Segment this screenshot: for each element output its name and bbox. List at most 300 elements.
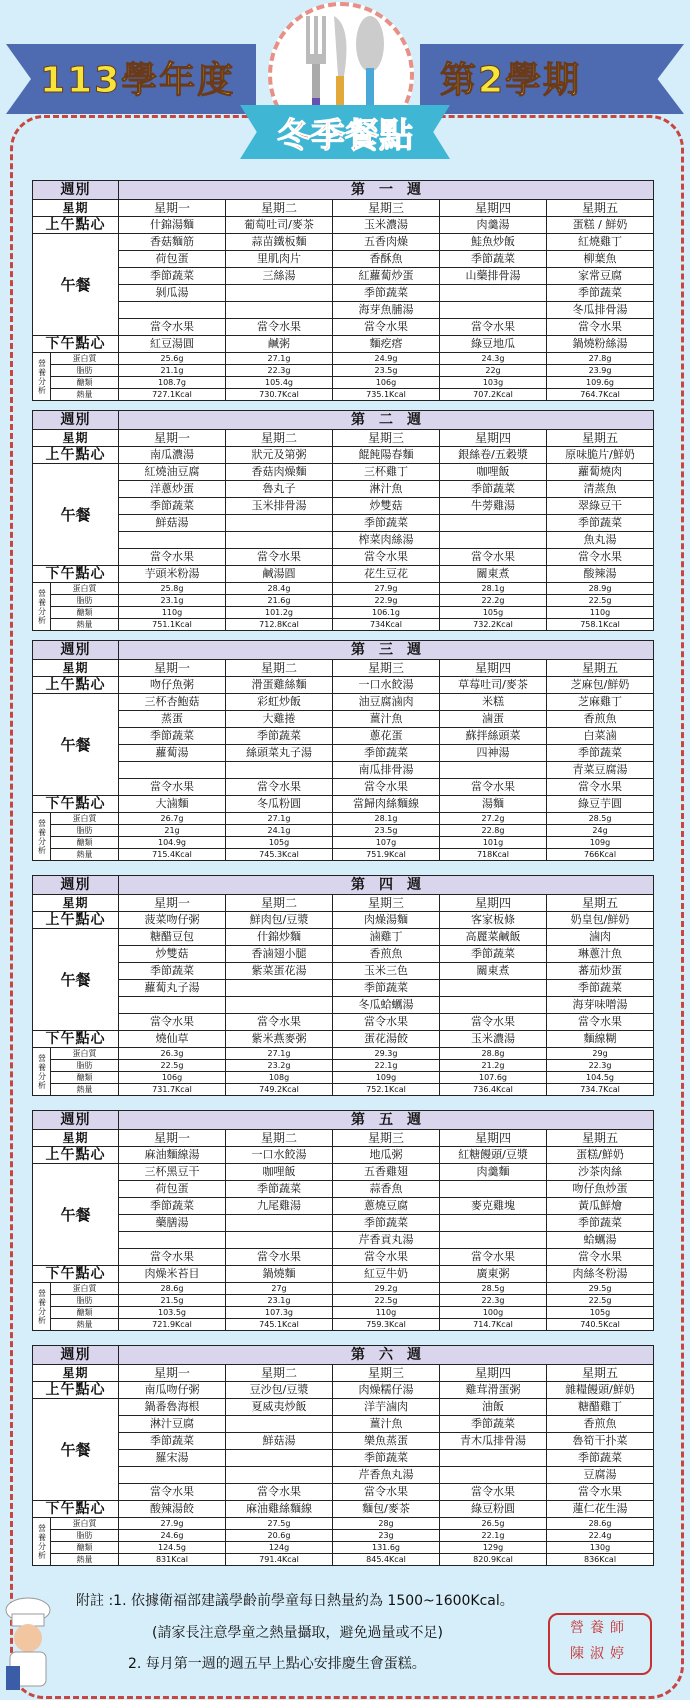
lunch-cell bbox=[226, 980, 333, 997]
afternoon-snack-cell: 肉燥米苔目 bbox=[119, 1266, 226, 1283]
footnote-1b: (請家長注意學童之熱量攝取，避免過量或不足) bbox=[152, 1625, 443, 1641]
nutrient-value: 104.5g bbox=[547, 1072, 654, 1084]
lunch-cell: 三絲湯 bbox=[226, 268, 333, 285]
lunch-cell: 當令水果 bbox=[119, 1249, 226, 1266]
day-header: 星期二 bbox=[226, 1365, 333, 1382]
nutrient-value: 21.5g bbox=[119, 1295, 226, 1307]
nutrient-label: 蛋白質 bbox=[51, 813, 119, 825]
afternoon-snack-cell: 紅豆湯圓 bbox=[119, 336, 226, 353]
lunch-cell bbox=[226, 1232, 333, 1249]
lunch-cell: 黃瓜鮮燴 bbox=[547, 1198, 654, 1215]
day-header: 星期一 bbox=[119, 895, 226, 912]
nutrient-value: 106g bbox=[119, 1072, 226, 1084]
nutrient-value: 751.9Kcal bbox=[333, 849, 440, 861]
lunch-cell: 三杯杏鮑菇 bbox=[119, 694, 226, 711]
lunch-cell bbox=[226, 1416, 333, 1433]
lunch-cell: 季節蔬菜 bbox=[440, 251, 547, 268]
afternoon-snack-cell: 湯麵 bbox=[440, 796, 547, 813]
nutrient-label: 脂肪 bbox=[51, 1530, 119, 1542]
nutrient-value: 107.3g bbox=[226, 1307, 333, 1319]
lunch-cell: 季節蔬菜 bbox=[333, 1215, 440, 1232]
week-title: 第 三 週 bbox=[119, 641, 654, 660]
nutrient-value: 103g bbox=[440, 377, 547, 389]
morning-snack-cell: 蛋糕 / 鮮奶 bbox=[547, 217, 654, 234]
afternoon-snack-cell: 肉絲冬粉湯 bbox=[547, 1266, 654, 1283]
morning-snack-cell: 銀絲卷/五穀漿 bbox=[440, 447, 547, 464]
lunch-cell: 季節蔬菜 bbox=[547, 515, 654, 532]
lunch-cell: 南瓜排骨湯 bbox=[333, 762, 440, 779]
afternoon-snack-cell: 花生豆花 bbox=[333, 566, 440, 583]
dietitian-stamp bbox=[548, 1613, 652, 1675]
morning-snack-cell: 滑蛋雞絲麵 bbox=[226, 677, 333, 694]
nutrient-value: 23.2g bbox=[226, 1060, 333, 1072]
afternoon-snack-cell: 酸辣湯 bbox=[547, 566, 654, 583]
morning-snack-cell: 鮮肉包/豆漿 bbox=[226, 912, 333, 929]
afternoon-snack-cell: 鍋燒粉絲湯 bbox=[547, 336, 654, 353]
day-label: 星期 bbox=[33, 200, 119, 217]
week-label: 週別 bbox=[33, 181, 119, 200]
nutrient-value: 106g bbox=[333, 377, 440, 389]
lunch-cell: 山藥排骨湯 bbox=[440, 268, 547, 285]
nutrient-label: 蛋白質 bbox=[51, 1048, 119, 1060]
day-label: 星期 bbox=[33, 1130, 119, 1147]
nutrient-value: 27.9g bbox=[119, 1518, 226, 1530]
lunch-cell: 當令水果 bbox=[547, 1249, 654, 1266]
day-label: 星期 bbox=[33, 660, 119, 677]
afternoon-snack-label: 下午點心 bbox=[33, 1501, 119, 1518]
lunch-cell: 吻仔魚炒蛋 bbox=[547, 1181, 654, 1198]
nutrient-value: 24.9g bbox=[333, 353, 440, 365]
lunch-cell: 柳葉魚 bbox=[547, 251, 654, 268]
day-header: 星期二 bbox=[226, 200, 333, 217]
lunch-cell: 鮭魚炒飯 bbox=[440, 234, 547, 251]
week-title: 第 五 週 bbox=[119, 1111, 654, 1130]
lunch-cell: 芹香貢丸湯 bbox=[333, 1232, 440, 1249]
lunch-label: 午餐 bbox=[33, 929, 119, 1031]
lunch-cell: 荷包蛋 bbox=[119, 251, 226, 268]
nutrient-label: 熱量 bbox=[51, 1554, 119, 1566]
nutrient-value: 24.1g bbox=[226, 825, 333, 837]
nutrient-value: 23.5g bbox=[333, 825, 440, 837]
nutrient-value: 28.1g bbox=[440, 583, 547, 595]
nutrient-value: 22.3g bbox=[226, 365, 333, 377]
season-banner: 冬季餐點 bbox=[277, 116, 413, 156]
week-label: 週別 bbox=[33, 411, 119, 430]
lunch-cell: 榨菜肉絲湯 bbox=[333, 532, 440, 549]
nutrient-value: 22.5g bbox=[547, 595, 654, 607]
nutrient-value: 29g bbox=[547, 1048, 654, 1060]
nutrient-label: 脂肪 bbox=[51, 595, 119, 607]
nutrient-label: 脂肪 bbox=[51, 1295, 119, 1307]
nutrient-value: 740.5Kcal bbox=[547, 1319, 654, 1331]
nutrient-value: 752.1Kcal bbox=[333, 1084, 440, 1096]
lunch-cell bbox=[440, 1467, 547, 1484]
nutrient-value: 749.2Kcal bbox=[226, 1084, 333, 1096]
afternoon-snack-label: 下午點心 bbox=[33, 1266, 119, 1283]
lunch-cell: 當令水果 bbox=[547, 1484, 654, 1501]
nutrient-value: 734Kcal bbox=[333, 619, 440, 631]
lunch-cell: 紫菜蛋花湯 bbox=[226, 963, 333, 980]
nutrient-value: 22.9g bbox=[333, 595, 440, 607]
lunch-cell: 三杯雞丁 bbox=[333, 464, 440, 481]
morning-snack-cell: 肉羹湯 bbox=[440, 217, 547, 234]
nutrient-value: 110g bbox=[333, 1307, 440, 1319]
morning-snack-label: 上午點心 bbox=[33, 1382, 119, 1399]
morning-snack-label: 上午點心 bbox=[33, 1147, 119, 1164]
lunch-cell bbox=[440, 1232, 547, 1249]
lunch-cell: 滷雞丁 bbox=[333, 929, 440, 946]
lunch-cell: 蔥花蛋 bbox=[333, 728, 440, 745]
nutrient-value: 727.1Kcal bbox=[119, 389, 226, 401]
lunch-cell: 油豆腐滷肉 bbox=[333, 694, 440, 711]
nutrient-value: 124g bbox=[226, 1542, 333, 1554]
lunch-cell bbox=[226, 515, 333, 532]
nutrient-value: 29.2g bbox=[333, 1283, 440, 1295]
lunch-label: 午餐 bbox=[33, 464, 119, 566]
nutrient-value: 28.4g bbox=[226, 583, 333, 595]
afternoon-snack-cell: 綠豆地瓜 bbox=[440, 336, 547, 353]
lunch-cell: 當令水果 bbox=[226, 1014, 333, 1031]
afternoon-snack-cell: 鹹湯圓 bbox=[226, 566, 333, 583]
week-title: 第 二 週 bbox=[119, 411, 654, 430]
morning-snack-cell: 雞茸滑蛋粥 bbox=[440, 1382, 547, 1399]
nutrient-value: 24.3g bbox=[440, 353, 547, 365]
day-header: 星期四 bbox=[440, 895, 547, 912]
afternoon-snack-cell: 麵線糊 bbox=[547, 1031, 654, 1048]
day-header: 星期三 bbox=[333, 895, 440, 912]
nutrient-value: 27.5g bbox=[226, 1518, 333, 1530]
lunch-cell bbox=[226, 285, 333, 302]
lunch-cell: 白菜滷 bbox=[547, 728, 654, 745]
lunch-cell: 薑汁魚 bbox=[333, 711, 440, 728]
lunch-cell bbox=[440, 532, 547, 549]
afternoon-snack-label: 下午點心 bbox=[33, 796, 119, 813]
stamp-title: 營養師 bbox=[570, 1620, 630, 1636]
nutrient-value: 131.6g bbox=[333, 1542, 440, 1554]
lunch-cell: 季節蔬菜 bbox=[333, 515, 440, 532]
day-header: 星期五 bbox=[547, 1130, 654, 1147]
lunch-cell: 咖哩飯 bbox=[226, 1164, 333, 1181]
lunch-cell bbox=[119, 532, 226, 549]
footnote-1: 附註 :1. 依據衛福部建議學齡前學童每日熱量約為 1500~1600Kcal。 bbox=[76, 1593, 514, 1609]
nutrient-value: 23.1g bbox=[226, 1295, 333, 1307]
nutrient-value: 27.9g bbox=[333, 583, 440, 595]
nutrient-label: 蛋白質 bbox=[51, 353, 119, 365]
nutrient-value: 27.1g bbox=[226, 1048, 333, 1060]
lunch-cell bbox=[226, 1215, 333, 1232]
morning-snack-cell: 原味脆片/鮮奶 bbox=[547, 447, 654, 464]
morning-snack-cell: 紅糖饅頭/豆漿 bbox=[440, 1147, 547, 1164]
nutrient-value: 715.4Kcal bbox=[119, 849, 226, 861]
morning-snack-cell: 狀元及第粥 bbox=[226, 447, 333, 464]
morning-snack-cell: 地瓜粥 bbox=[333, 1147, 440, 1164]
afternoon-snack-cell: 玉米濃湯 bbox=[440, 1031, 547, 1048]
afternoon-snack-cell: 大滷麵 bbox=[119, 796, 226, 813]
nutrient-value: 108g bbox=[226, 1072, 333, 1084]
nutrient-value: 129g bbox=[440, 1542, 547, 1554]
day-header: 星期四 bbox=[440, 430, 547, 447]
nutrient-value: 26.3g bbox=[119, 1048, 226, 1060]
week-table bbox=[32, 1110, 654, 1331]
lunch-cell bbox=[440, 1450, 547, 1467]
lunch-cell: 當令水果 bbox=[333, 1484, 440, 1501]
nutrient-value: 104.9g bbox=[119, 837, 226, 849]
nutrition-label: 營養分析 bbox=[33, 1518, 51, 1566]
day-header: 星期四 bbox=[440, 200, 547, 217]
morning-snack-cell: 南瓜吻仔粥 bbox=[119, 1382, 226, 1399]
nutrient-value: 28.1g bbox=[333, 813, 440, 825]
lunch-cell: 大雞捲 bbox=[226, 711, 333, 728]
lunch-cell bbox=[119, 762, 226, 779]
day-header: 星期一 bbox=[119, 660, 226, 677]
lunch-cell: 炒雙菇 bbox=[333, 498, 440, 515]
afternoon-snack-label: 下午點心 bbox=[33, 336, 119, 353]
afternoon-snack-cell: 麻油雞絲麵線 bbox=[226, 1501, 333, 1518]
nutrient-label: 蛋白質 bbox=[51, 1283, 119, 1295]
day-header: 星期五 bbox=[547, 430, 654, 447]
afternoon-snack-cell: 鹹粥 bbox=[226, 336, 333, 353]
morning-snack-cell: 蛋糕/鮮奶 bbox=[547, 1147, 654, 1164]
nutrition-label: 營養分析 bbox=[33, 813, 51, 861]
lunch-cell: 五香肉燥 bbox=[333, 234, 440, 251]
nutrient-value: 27g bbox=[226, 1283, 333, 1295]
lunch-label: 午餐 bbox=[33, 234, 119, 336]
lunch-cell: 玉米三色 bbox=[333, 963, 440, 980]
nutrient-value: 21.2g bbox=[440, 1060, 547, 1072]
lunch-cell: 當令水果 bbox=[440, 549, 547, 566]
week-label: 週別 bbox=[33, 1346, 119, 1365]
day-header: 星期三 bbox=[333, 1365, 440, 1382]
lunch-cell bbox=[440, 285, 547, 302]
lunch-cell: 四神湯 bbox=[440, 745, 547, 762]
lunch-cell: 季節蔬菜 bbox=[119, 268, 226, 285]
lunch-cell: 淋汁豆腐 bbox=[119, 1416, 226, 1433]
nutrient-value: 791.4Kcal bbox=[226, 1554, 333, 1566]
nutrient-value: 27.1g bbox=[226, 813, 333, 825]
nutrient-value: 22g bbox=[440, 365, 547, 377]
nutrient-value: 27.8g bbox=[547, 353, 654, 365]
lunch-cell: 五香雞翅 bbox=[333, 1164, 440, 1181]
day-header: 星期五 bbox=[547, 895, 654, 912]
lunch-cell: 季節蔬菜 bbox=[333, 285, 440, 302]
afternoon-snack-cell: 廣東粥 bbox=[440, 1266, 547, 1283]
morning-snack-label: 上午點心 bbox=[33, 912, 119, 929]
morning-snack-cell: 葡萄吐司/麥茶 bbox=[226, 217, 333, 234]
lunch-label: 午餐 bbox=[33, 694, 119, 796]
week-label: 週別 bbox=[33, 876, 119, 895]
nutrient-value: 22.3g bbox=[440, 1295, 547, 1307]
nutrition-label: 營養分析 bbox=[33, 1048, 51, 1096]
lunch-cell: 季節蔬菜 bbox=[440, 1416, 547, 1433]
morning-snack-cell: 奶皇包/鮮奶 bbox=[547, 912, 654, 929]
nutrient-value: 22.1g bbox=[333, 1060, 440, 1072]
lunch-cell: 當令水果 bbox=[333, 1249, 440, 1266]
day-header: 星期五 bbox=[547, 660, 654, 677]
morning-snack-label: 上午點心 bbox=[33, 447, 119, 464]
day-header: 星期二 bbox=[226, 660, 333, 677]
lunch-cell: 當令水果 bbox=[226, 549, 333, 566]
nutrient-value: 764.7Kcal bbox=[547, 389, 654, 401]
nutrient-value: 26.7g bbox=[119, 813, 226, 825]
nutrient-value: 707.2Kcal bbox=[440, 389, 547, 401]
nutrition-label: 營養分析 bbox=[33, 583, 51, 631]
morning-snack-cell: 肉燥湯麵 bbox=[333, 912, 440, 929]
nutrient-value: 100g bbox=[440, 1307, 547, 1319]
nutrient-value: 21g bbox=[119, 825, 226, 837]
nutrient-value: 718Kcal bbox=[440, 849, 547, 861]
lunch-cell: 薑汁魚 bbox=[333, 1416, 440, 1433]
nutrition-label: 營養分析 bbox=[33, 1283, 51, 1331]
week-label: 週別 bbox=[33, 1111, 119, 1130]
nutrient-value: 25.8g bbox=[119, 583, 226, 595]
lunch-cell: 季節蔬菜 bbox=[547, 1215, 654, 1232]
lunch-cell: 洋蔥炒蛋 bbox=[119, 481, 226, 498]
lunch-cell: 里肌肉片 bbox=[226, 251, 333, 268]
afternoon-snack-cell: 酸辣湯餃 bbox=[119, 1501, 226, 1518]
nutrient-label: 醣類 bbox=[51, 1072, 119, 1084]
lunch-cell: 冬瓜蛤蠣湯 bbox=[333, 997, 440, 1014]
lunch-cell: 麥克雞塊 bbox=[440, 1198, 547, 1215]
nutrient-value: 23.1g bbox=[119, 595, 226, 607]
lunch-cell: 蔥燒豆腐 bbox=[333, 1198, 440, 1215]
lunch-cell: 青菜豆腐湯 bbox=[547, 762, 654, 779]
nutrient-value: 106.1g bbox=[333, 607, 440, 619]
lunch-cell: 季節蔬菜 bbox=[226, 728, 333, 745]
morning-snack-cell: 餛飩陽春麵 bbox=[333, 447, 440, 464]
lunch-cell: 當令水果 bbox=[333, 549, 440, 566]
nutrient-value: 831Kcal bbox=[119, 1554, 226, 1566]
afternoon-snack-cell: 當歸肉絲麵線 bbox=[333, 796, 440, 813]
lunch-cell: 九尾雞湯 bbox=[226, 1198, 333, 1215]
morning-snack-cell: 一口水餃湯 bbox=[333, 677, 440, 694]
lunch-cell bbox=[226, 532, 333, 549]
day-header: 星期二 bbox=[226, 430, 333, 447]
nutrient-value: 22.2g bbox=[440, 595, 547, 607]
nutrient-value: 130g bbox=[547, 1542, 654, 1554]
week-table bbox=[32, 640, 654, 861]
lunch-cell: 季節蔬菜 bbox=[547, 285, 654, 302]
nutrient-label: 熱量 bbox=[51, 1084, 119, 1096]
lunch-cell: 當令水果 bbox=[440, 1484, 547, 1501]
nutrient-value: 712.8Kcal bbox=[226, 619, 333, 631]
nutrient-value: 107g bbox=[333, 837, 440, 849]
day-header: 星期五 bbox=[547, 1365, 654, 1382]
nutrient-label: 醣類 bbox=[51, 607, 119, 619]
nutrient-value: 28g bbox=[333, 1518, 440, 1530]
lunch-cell: 蕃茄炒蛋 bbox=[547, 963, 654, 980]
lunch-cell: 豆腐湯 bbox=[547, 1467, 654, 1484]
morning-snack-label: 上午點心 bbox=[33, 217, 119, 234]
nutrient-value: 22.3g bbox=[547, 1060, 654, 1072]
lunch-cell: 海芽味噌湯 bbox=[547, 997, 654, 1014]
nutrient-label: 醣類 bbox=[51, 377, 119, 389]
nutrient-value: 29.5g bbox=[547, 1283, 654, 1295]
lunch-label: 午餐 bbox=[33, 1164, 119, 1266]
lunch-cell: 牛蒡雞湯 bbox=[440, 498, 547, 515]
day-header: 星期一 bbox=[119, 1365, 226, 1382]
lunch-cell: 當令水果 bbox=[333, 779, 440, 796]
lunch-cell: 香菇麵筋 bbox=[119, 234, 226, 251]
lunch-cell: 季節蔬菜 bbox=[547, 980, 654, 997]
nutrient-value: 109g bbox=[333, 1072, 440, 1084]
lunch-cell: 芝麻雞丁 bbox=[547, 694, 654, 711]
nutrient-value: 22.5g bbox=[333, 1295, 440, 1307]
lunch-cell: 清蒸魚 bbox=[547, 481, 654, 498]
afternoon-snack-cell: 燒仙草 bbox=[119, 1031, 226, 1048]
lunch-cell: 琳蔥汁魚 bbox=[547, 946, 654, 963]
lunch-cell: 海芽魚脯湯 bbox=[333, 302, 440, 319]
nutrient-value: 22.4g bbox=[547, 1530, 654, 1542]
lunch-cell: 關東煮 bbox=[440, 963, 547, 980]
nutrient-value: 101.2g bbox=[226, 607, 333, 619]
nutrient-value: 745.3Kcal bbox=[226, 849, 333, 861]
afternoon-snack-cell: 麵疙瘩 bbox=[333, 336, 440, 353]
lunch-cell: 紅燒油豆腐 bbox=[119, 464, 226, 481]
week-table bbox=[32, 875, 654, 1096]
lunch-cell: 鮮菇湯 bbox=[226, 1433, 333, 1450]
nutrient-value: 28.9g bbox=[547, 583, 654, 595]
lunch-cell: 香滷翅小腿 bbox=[226, 946, 333, 963]
lunch-cell: 高麗菜鹹飯 bbox=[440, 929, 547, 946]
stamp-name: 陳淑婷 bbox=[570, 1646, 630, 1662]
day-header: 星期三 bbox=[333, 660, 440, 677]
lunch-cell: 剝瓜湯 bbox=[119, 285, 226, 302]
day-label: 星期 bbox=[33, 430, 119, 447]
lunch-cell: 香酥魚 bbox=[333, 251, 440, 268]
lunch-cell: 當令水果 bbox=[440, 1014, 547, 1031]
morning-snack-cell: 什錦湯麵 bbox=[119, 217, 226, 234]
lunch-cell: 季節蔬菜 bbox=[333, 1450, 440, 1467]
lunch-cell: 蘿蔔湯 bbox=[119, 745, 226, 762]
lunch-cell: 當令水果 bbox=[119, 779, 226, 796]
lunch-cell bbox=[440, 762, 547, 779]
footnote-2: 2. 每月第一週的週五早上點心安排慶生會蛋糕。 bbox=[128, 1656, 426, 1672]
day-header: 星期四 bbox=[440, 1365, 547, 1382]
nutrient-value: 109g bbox=[547, 837, 654, 849]
nutrient-value: 109.6g bbox=[547, 377, 654, 389]
lunch-cell: 香菇肉燥麵 bbox=[226, 464, 333, 481]
lunch-cell: 季節蔬菜 bbox=[440, 946, 547, 963]
day-header: 星期一 bbox=[119, 200, 226, 217]
lunch-cell: 當令水果 bbox=[119, 319, 226, 336]
lunch-cell: 絲頭菜丸子湯 bbox=[226, 745, 333, 762]
nutrient-value: 21.6g bbox=[226, 595, 333, 607]
lunch-cell bbox=[440, 1181, 547, 1198]
lunch-cell: 當令水果 bbox=[547, 549, 654, 566]
week-label: 週別 bbox=[33, 641, 119, 660]
nutrient-value: 24g bbox=[547, 825, 654, 837]
morning-snack-label: 上午點心 bbox=[33, 677, 119, 694]
lunch-cell: 魯筍干扑菜 bbox=[547, 1433, 654, 1450]
nutrient-value: 758.1Kcal bbox=[547, 619, 654, 631]
lunch-cell: 滷肉 bbox=[547, 929, 654, 946]
lunch-cell: 玉米排骨湯 bbox=[226, 498, 333, 515]
lunch-cell: 當令水果 bbox=[547, 779, 654, 796]
lunch-cell: 當令水果 bbox=[226, 1249, 333, 1266]
nutrient-value: 110g bbox=[547, 607, 654, 619]
lunch-cell: 鍋番魯海根 bbox=[119, 1399, 226, 1416]
nutrient-value: 28.6g bbox=[547, 1518, 654, 1530]
nutrient-value: 22.5g bbox=[547, 1295, 654, 1307]
lunch-cell bbox=[440, 997, 547, 1014]
nutrient-label: 脂肪 bbox=[51, 365, 119, 377]
lunch-cell: 翠綠豆干 bbox=[547, 498, 654, 515]
afternoon-snack-cell: 關東煮 bbox=[440, 566, 547, 583]
nutrient-value: 734.7Kcal bbox=[547, 1084, 654, 1096]
lunch-cell: 芹香魚丸湯 bbox=[333, 1467, 440, 1484]
nutrient-value: 25.6g bbox=[119, 353, 226, 365]
morning-snack-cell: 草莓吐司/麥茶 bbox=[440, 677, 547, 694]
